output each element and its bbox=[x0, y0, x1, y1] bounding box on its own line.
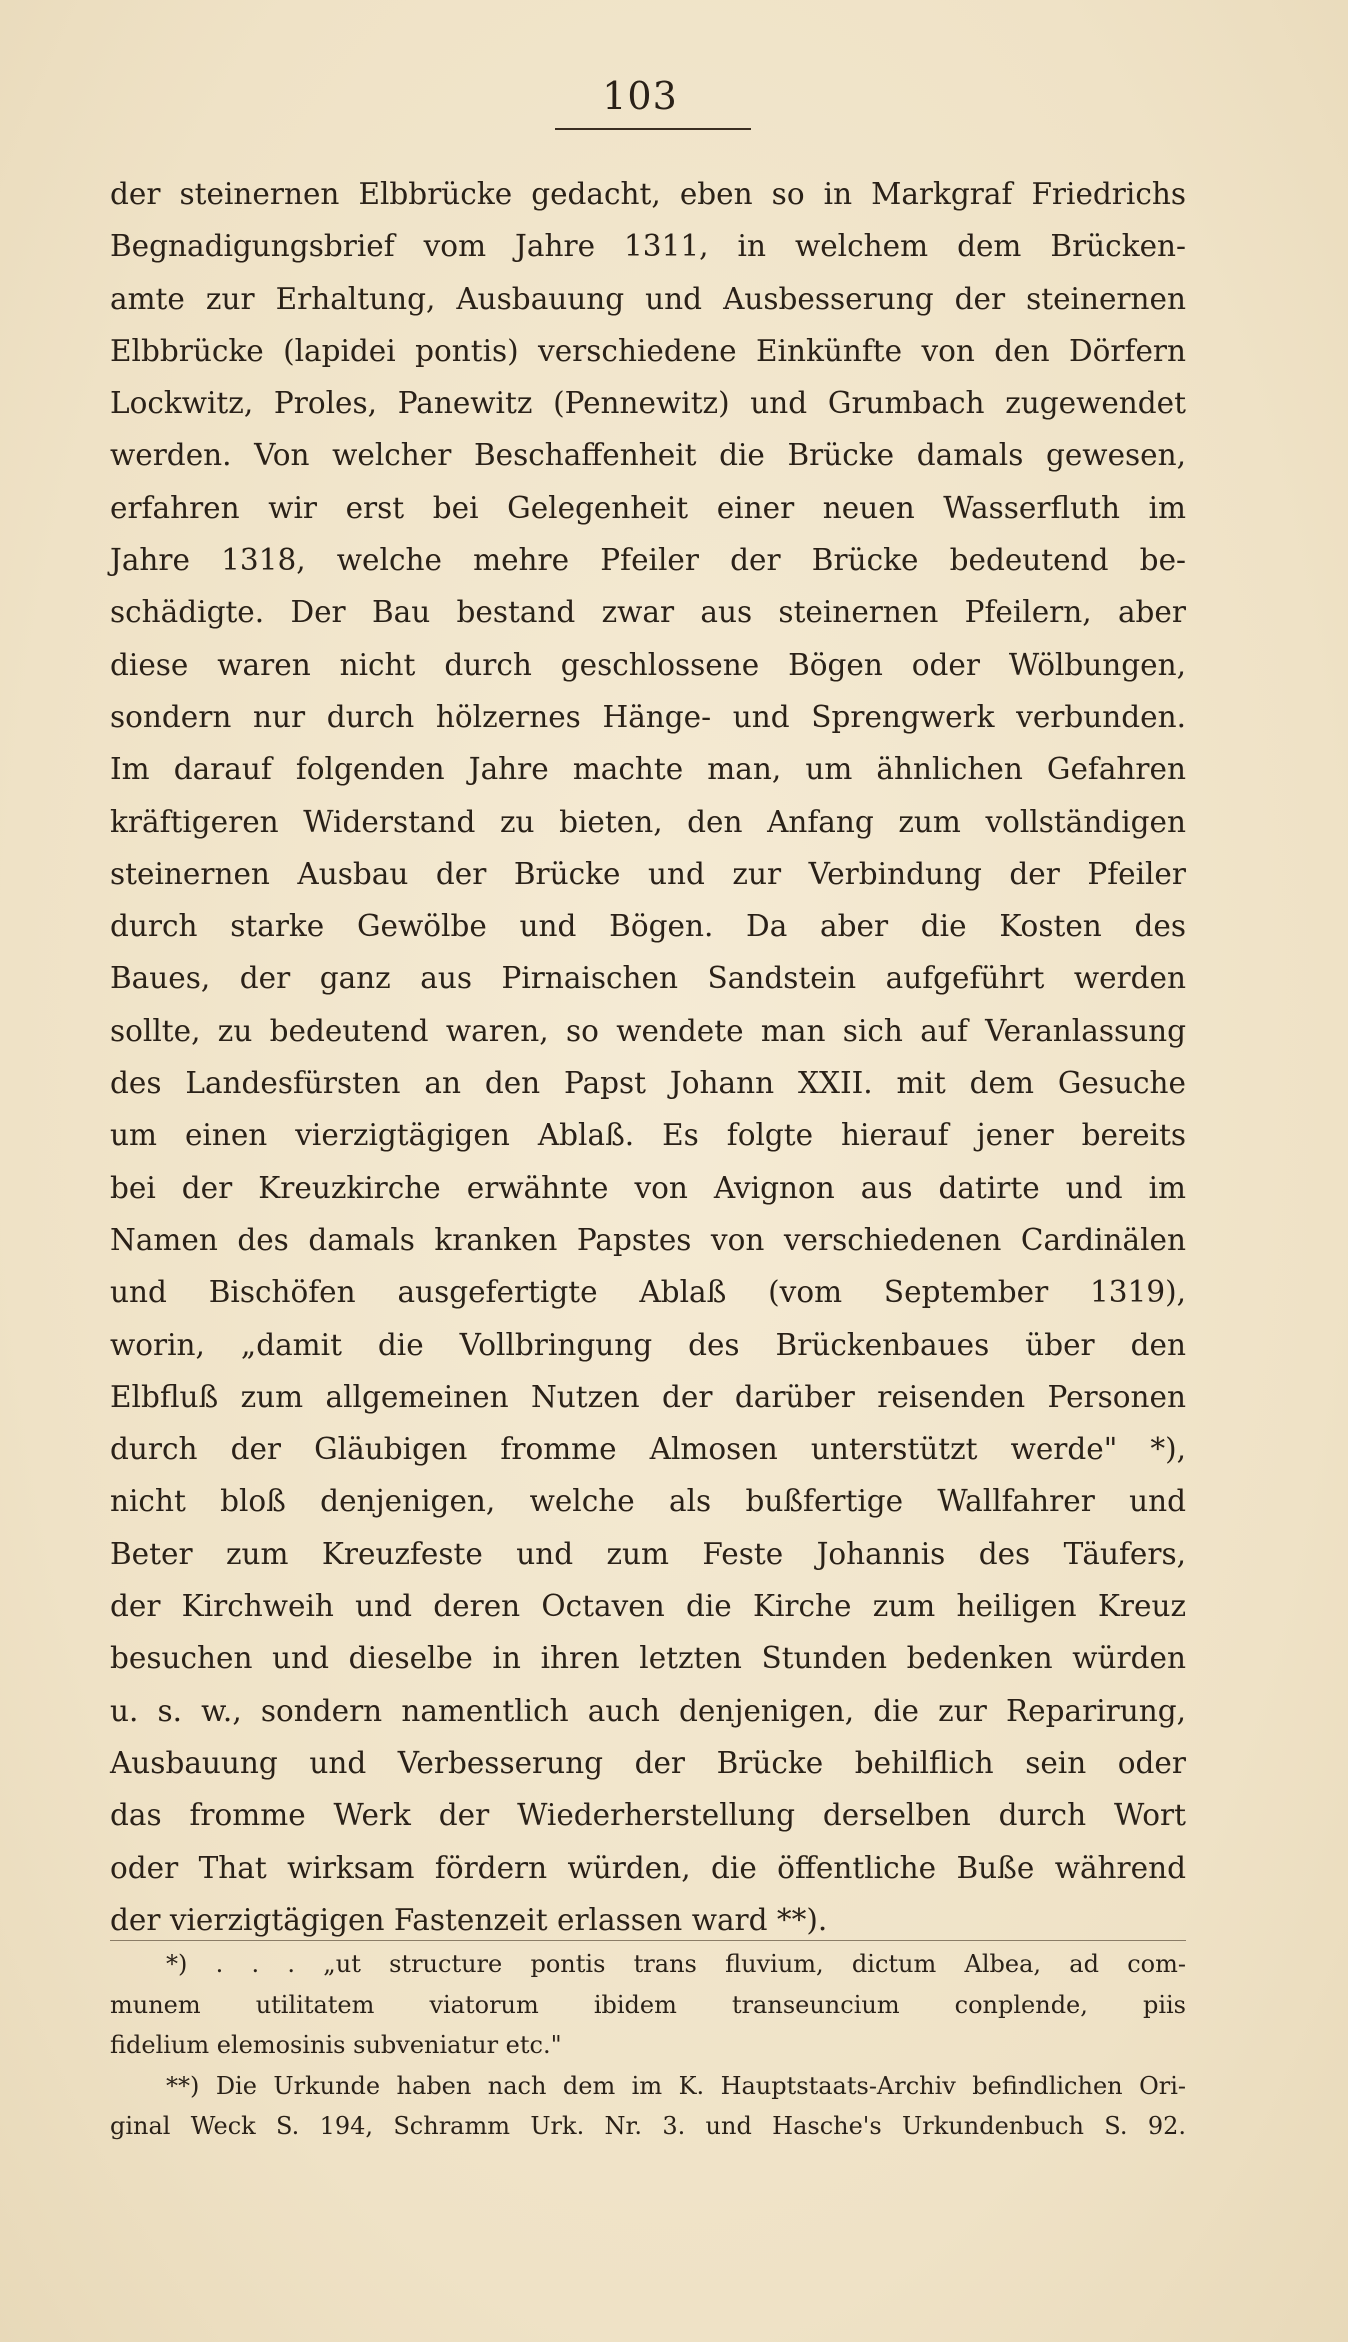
footnote-rule bbox=[110, 1940, 1186, 1941]
body-line: oder That wirksam fördern würden, die öffentliche Buße während bbox=[110, 1850, 1186, 1885]
body-line: durch der Gläubigen fromme Almosen unterstützt werde" *), bbox=[110, 1432, 1186, 1467]
body-line: Ausbauung und Verbesserung der Brücke behilflich sein oder bbox=[110, 1745, 1186, 1780]
page-number: 103 bbox=[602, 74, 678, 118]
body-line: Namen des damals kranken Papstes von verschiedenen Cardinälen bbox=[110, 1222, 1186, 1257]
body-line: Begnadigungsbrief vom Jahre 1311, in welchem dem Brücken- bbox=[110, 229, 1186, 264]
body-line: sollte, zu bedeutend waren, so wendete man sich auf Veranlassung bbox=[110, 1013, 1186, 1048]
body-line: Lockwitz, Proles, Panewitz (Pennewitz) und Grumbach zugewendet bbox=[110, 386, 1186, 421]
body-line: bei der Kreuzkirche erwähnte von Avignon aus datirte und im bbox=[110, 1170, 1186, 1205]
footnote-2-line: ginal Weck S. 194, Schramm Urk. Nr. 3. und Hasche's Urkundenbuch S. 92. bbox=[110, 2112, 1186, 2140]
body-line: Beter zum Kreuzfeste und zum Feste Johannis des Täufers, bbox=[110, 1536, 1186, 1571]
footnote-1-line: munem utilitatem viatorum ibidem transeuncium conplende, piis bbox=[110, 1990, 1186, 2019]
body-line: werden. Von welcher Beschaffenheit die Brücke damals gewesen, bbox=[110, 438, 1186, 473]
body-line: durch starke Gewölbe und Bögen. Da aber die Kosten des bbox=[110, 909, 1186, 944]
body-line: der steinernen Elbbrücke gedacht, eben so in Markgraf Friedrichs bbox=[110, 177, 1186, 211]
body-line: und Bischöfen ausgefertigte Ablaß (vom September 1319), bbox=[110, 1275, 1186, 1310]
body-line: besuchen und dieselbe in ihren letzten Stunden bedenken würden bbox=[110, 1641, 1186, 1676]
body-line: amte zur Erhaltung, Ausbauung und Ausbesserung der steinernen bbox=[110, 281, 1186, 316]
body-line: erfahren wir erst bei Gelegenheit einer neuen Wasserfluth im bbox=[110, 490, 1186, 525]
body-line: Im darauf folgenden Jahre machte man, um ähnlichen Gefahren bbox=[110, 752, 1186, 787]
body-line: worin, „damit die Vollbringung des Brückenbaues über den bbox=[110, 1327, 1186, 1362]
body-line: kräftigeren Widerstand zu bieten, den Anfang zum vollständigen bbox=[110, 804, 1186, 839]
body-line: nicht bloß denjenigen, welche als bußfertige Wallfahrer und bbox=[110, 1484, 1186, 1519]
page-number-rule bbox=[555, 128, 751, 130]
body-line: steinernen Ausbau der Brücke und zur Verbindung der Pfeiler bbox=[110, 856, 1186, 891]
body-line: diese waren nicht durch geschlossene Bögen oder Wölbungen, bbox=[110, 647, 1186, 682]
body-line: sondern nur durch hölzernes Hänge- und Sprengwerk verbunden. bbox=[110, 699, 1186, 734]
body-line: Jahre 1318, welche mehre Pfeiler der Brücke bedeutend be- bbox=[110, 543, 1186, 578]
body-line: der Kirchweih und deren Octaven die Kirche zum heiligen Kreuz bbox=[110, 1589, 1186, 1624]
body-line: u. s. w., sondern namentlich auch denjenigen, die zur Reparirung, bbox=[110, 1693, 1186, 1728]
body-line: Elbfluß zum allgemeinen Nutzen der darüber reisenden Personen bbox=[110, 1379, 1186, 1414]
body-line: Elbbrücke (lapidei pontis) verschiedene Einkünfte von den Dörfern bbox=[110, 333, 1186, 368]
body-line: des Landesfürsten an den Papst Johann XXII. mit dem Gesuche bbox=[110, 1066, 1186, 1101]
footnote-1-line: fidelium elemosinis subveniatur etc." bbox=[110, 2031, 562, 2059]
body-line: der vierzigtägigen Fastenzeit erlassen ward **). bbox=[110, 1902, 828, 1937]
footnotes bbox=[110, 1944, 1186, 2147]
body-line: das fromme Werk der Wiederherstellung derselben durch Wort bbox=[110, 1798, 1186, 1833]
body-line: Baues, der ganz aus Pirnaischen Sandstein aufgeführt werden bbox=[110, 961, 1186, 996]
body-text bbox=[110, 168, 1186, 1946]
footnote-2-line: **) Die Urkunde haben nach dem im K. Hauptstaats-Archiv befindlichen Ori- bbox=[166, 2071, 1186, 2100]
body-line: schädigte. Der Bau bestand zwar aus steinernen Pfeilern, aber bbox=[110, 595, 1186, 630]
body-line: um einen vierzigtägigen Ablaß. Es folgte hierauf jener bereits bbox=[110, 1118, 1186, 1153]
footnote-1-line: *) . . . „ut structure pontis trans fluvium, dictum Albea, ad com- bbox=[166, 1950, 1186, 1978]
